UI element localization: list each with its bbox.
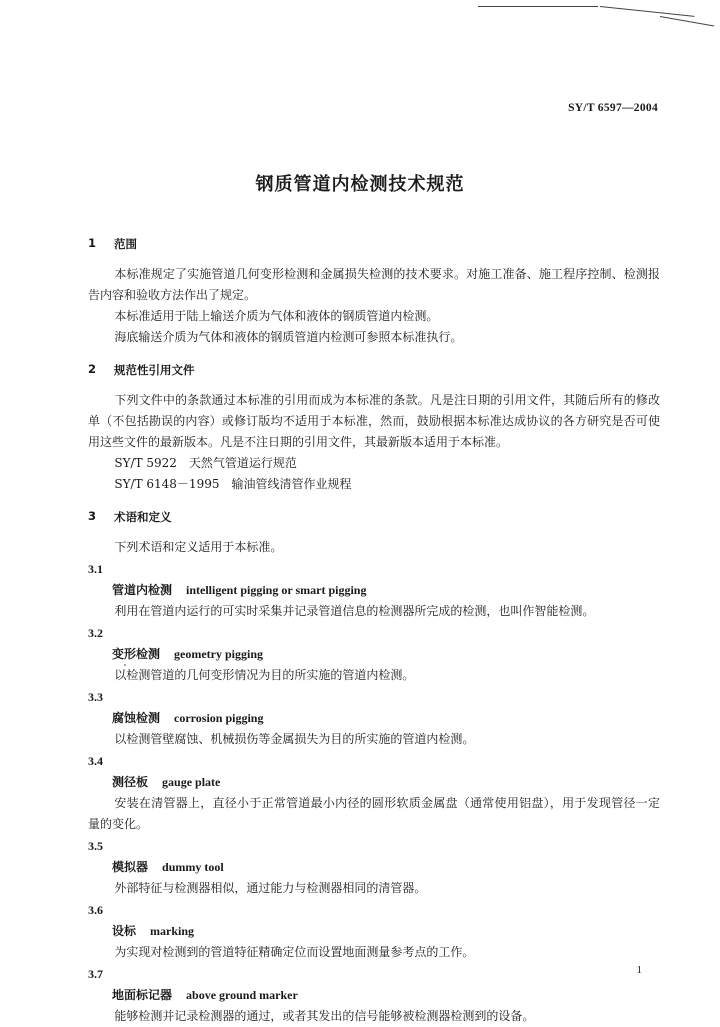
paragraph: 本标准适用于陆上输送介质为气体和液体的钢质管道内检测。 [114, 309, 439, 323]
term-number: 3.4 [88, 754, 103, 768]
term-number: 3.5 [88, 839, 103, 853]
term-entry [88, 707, 660, 729]
term-entry [88, 643, 660, 665]
section-title: 规范性引用文件 [114, 363, 195, 377]
term-english: gauge plate [162, 775, 221, 789]
standard-code: SY/T 6597—2004 [568, 102, 658, 114]
term-definition: 为实现对检测到的管道特征精确定位而设置地面测量参考点的工作。 [114, 945, 475, 959]
term-definition: 能够检测并记录检测器的通过，或者其发出的信号能够被检测器检测到的设备。 [114, 1009, 535, 1023]
term-chinese: 变形检测 [112, 647, 161, 661]
scan-speck [124, 664, 126, 666]
section-title: 术语和定义 [114, 510, 172, 524]
term-definition: 外部特征与检测器相似，通过能力与检测器相同的清管器。 [114, 881, 427, 895]
term-english: intelligent pigging or smart pigging [186, 583, 367, 597]
section-number: 3 [88, 509, 97, 523]
scan-artifact-line [478, 6, 598, 7]
section-number: 1 [88, 236, 97, 250]
section-heading [88, 509, 660, 525]
term-chinese: 模拟器 [112, 860, 149, 874]
reference-item: SY/T 6148－1995 输油管线清管作业规程 [114, 477, 352, 491]
term-entry [88, 856, 660, 878]
paragraph: 下列文件中的条款通过本标准的引用而成为本标准的条款。凡是注日期的引用文件，其随后所有的修改单（不包括勘误的内容）或修订版均不适用于本标准，然而，鼓励根据本标准达成协议的各方研究是否可使用这些文件的最新版本。凡是不注日期的引用文件，其最新版本适用于本标准。 [88, 393, 660, 449]
term-english: corrosion pigging [174, 711, 264, 725]
section-title: 范围 [114, 237, 137, 251]
reference-item: SY/T 5922 天然气管道运行规范 [114, 456, 297, 470]
scan-artifact-line [660, 16, 714, 27]
section-number: 2 [88, 362, 97, 376]
paragraph: 本标准规定了实施管道几何变形检测和金属损失检测的技术要求。对施工准备、施工程序控制、检测报告内容和验收方法作出了规定。 [88, 267, 660, 302]
term-definition: 以检测管道的几何变形情况为目的所实施的管道内检测。 [114, 668, 415, 682]
term-number: 3.1 [88, 562, 103, 576]
page-number: 1 [636, 964, 642, 976]
term-number: 3.7 [88, 967, 103, 981]
term-definition: 安装在清管器上，直径小于正常管道最小内径的圆形软质金属盘（通常使用铝盘），用于发现管径一定量的变化。 [88, 796, 660, 831]
term-entry [88, 579, 660, 601]
term-english: geometry pigging [174, 647, 264, 661]
term-number: 3.2 [88, 626, 103, 640]
term-chinese: 腐蚀检测 [112, 711, 161, 725]
term-number: 3.3 [88, 690, 103, 704]
term-entry [88, 771, 660, 793]
term-chinese: 地面标记器 [112, 988, 173, 1002]
paragraph: 下列术语和定义适用于本标准。 [114, 540, 283, 554]
section-heading [88, 236, 660, 252]
term-number: 3.6 [88, 903, 103, 917]
document-title: 钢质管道内检测技术规范 [255, 174, 465, 195]
term-english: marking [150, 924, 195, 938]
scan-artifact-line [600, 6, 695, 17]
term-definition: 以检测管壁腐蚀、机械损伤等金属损失为目的所实施的管道内检测。 [114, 732, 475, 746]
term-definition: 利用在管道内运行的可实时采集并记录管道信息的检测器所完成的检测，也叫作智能检测。 [114, 604, 595, 618]
section-heading [88, 362, 660, 378]
term-entry [88, 984, 660, 1006]
term-chinese: 测径板 [112, 775, 149, 789]
term-chinese: 设标 [112, 924, 137, 938]
term-english: dummy tool [162, 860, 224, 874]
document-body [88, 236, 660, 1027]
paragraph: 海底输送介质为气体和液体的钢质管道内检测可参照本标准执行。 [114, 330, 463, 344]
term-chinese: 管道内检测 [112, 583, 173, 597]
term-entry [88, 920, 660, 942]
term-english: above ground marker [186, 988, 298, 1002]
